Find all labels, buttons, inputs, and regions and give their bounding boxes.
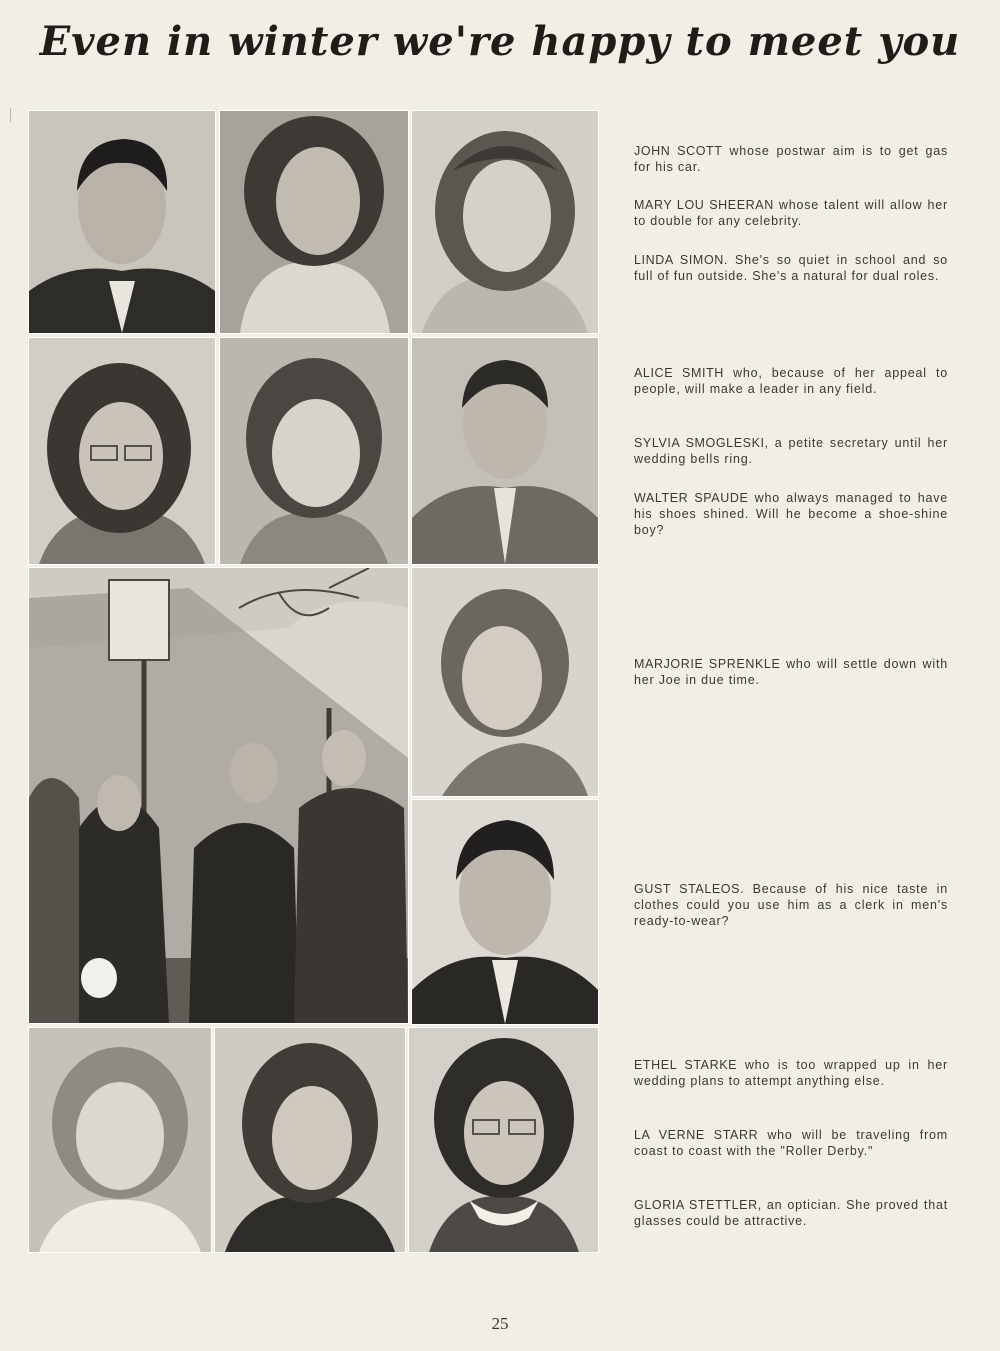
portrait-john-scott (28, 110, 216, 334)
caption-linda-simon (634, 252, 948, 284)
portrait-walter-spaude (411, 337, 599, 565)
caption-john-scott (634, 143, 948, 175)
caption-text: who will be traveling from coast to coast with the "Roller Derby." (634, 1128, 948, 1158)
portrait-marjorie-sprenkle (411, 567, 599, 797)
caption-mary-lou-sheeran (634, 197, 948, 229)
caption-text: an optician. She proved that glasses could be attractive. (634, 1198, 948, 1228)
caption-alice-smith (634, 365, 948, 397)
caption-name: WALTER SPAUDE (634, 491, 749, 505)
group-winter-photo (28, 567, 409, 1024)
caption-name: LA VERNE STARR (634, 1128, 759, 1142)
caption-text: Because of his nice taste in clothes could you use him as a clerk in men's ready-to-wear? (634, 882, 948, 928)
caption-text: who, because of her appeal to people, will make a leader in any field. (634, 366, 948, 396)
caption-sylvia-smogleski (634, 435, 948, 467)
portrait-alice-smith (28, 337, 216, 565)
portrait-la-verne-starr (214, 1027, 406, 1253)
portrait-ethel-starke (28, 1027, 212, 1253)
caption-text: She's so quiet in school and so full of fun outside. She's a natural for dual roles. (634, 253, 949, 283)
portrait-gloria-stettler (408, 1027, 599, 1253)
portrait-sylvia-smogleski (219, 337, 409, 565)
caption-gloria-stettler (634, 1197, 948, 1229)
caption-marjorie-sprenkle (634, 656, 948, 688)
portrait-linda-simon (411, 110, 599, 334)
portrait-mary-lou-sheeran (219, 110, 409, 334)
caption-la-verne-starr (634, 1127, 948, 1159)
caption-text: whose talent will allow her to double for any celebrity. (634, 198, 949, 228)
caption-walter-spaude (634, 490, 948, 538)
caption-name: GUST STALEOS. (634, 882, 745, 896)
caption-name: GLORIA STETTLER, (634, 1198, 762, 1212)
caption-name: ALICE SMITH (634, 366, 724, 380)
caption-name: MARJORIE SPRENKLE (634, 657, 781, 671)
page-number: 25 (491, 1314, 509, 1333)
caption-name: MARY LOU SHEERAN (634, 198, 774, 212)
page-edge-mark (10, 108, 11, 122)
page-title: Even in winter we're happy to meet you (39, 18, 961, 65)
caption-name: LINDA SIMON. (634, 253, 728, 267)
caption-text: who always managed to have his shoes shined. Will he become a shoe-shine boy? (634, 491, 948, 537)
caption-name: ETHEL STARKE (634, 1058, 738, 1072)
caption-name: SYLVIA SMOGLESKI, (634, 436, 769, 450)
caption-text: who is too wrapped up in her wedding plans to attempt anything else. (634, 1058, 948, 1088)
caption-text: who will settle down with her Joe in due time. (634, 657, 948, 687)
caption-gust-staleos (634, 881, 948, 929)
portrait-gust-staleos (411, 799, 599, 1025)
caption-name: JOHN SCOTT (634, 144, 723, 158)
caption-ethel-starke (634, 1057, 948, 1089)
caption-text: a petite secretary until her wedding bells ring. (634, 436, 949, 466)
caption-text: whose postwar aim is to get gas for his car. (634, 144, 949, 174)
